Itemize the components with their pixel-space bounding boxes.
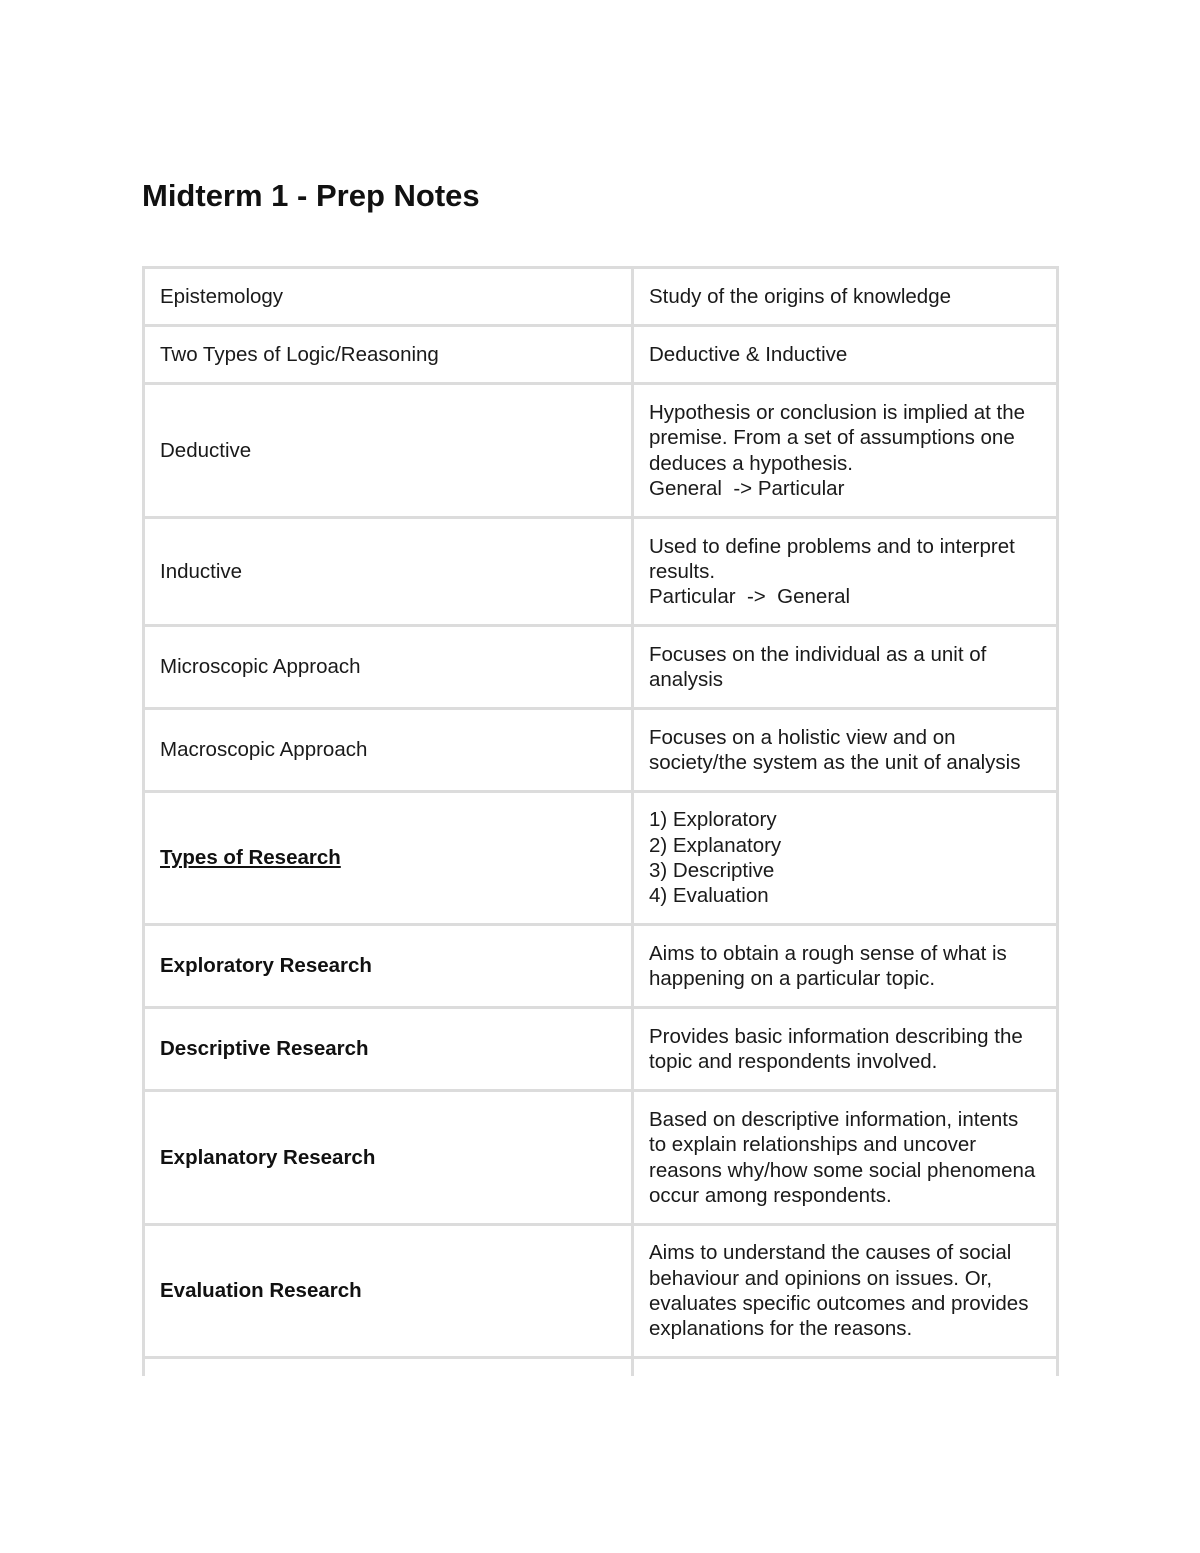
definition-line: analysis: [649, 668, 724, 691]
definition-line: topic and respondents involved.: [649, 1050, 938, 1073]
definition-cell: [633, 268, 1058, 326]
definition-cell: [633, 326, 1058, 384]
table-row: [144, 518, 1058, 626]
term-text: Types of Research: [160, 846, 341, 870]
term-text: Inductive: [160, 559, 243, 583]
definition-line: Aims to understand the causes of social: [649, 1241, 1012, 1265]
term-cell: [144, 1225, 633, 1358]
term-cell-empty: [144, 1358, 633, 1377]
definition-line: reasons why/how some social phenomena: [649, 1158, 1036, 1182]
term-text: Two Types of Logic/Reasoning: [160, 342, 439, 366]
term-cell: [144, 1008, 633, 1091]
term-text: Explanatory Research: [160, 1145, 376, 1169]
table-row: [144, 709, 1058, 792]
notes-table: [142, 266, 1059, 1376]
term-cell: [144, 626, 633, 709]
table-row: [144, 1225, 1058, 1358]
definition-line: evaluates specific outcomes and provides: [649, 1292, 1029, 1315]
definition-line: Provides basic information describing the: [649, 1024, 1023, 1048]
table-row: [144, 925, 1058, 1008]
definition-line: Focuses on a holistic view and on: [649, 725, 956, 749]
definition-cell: [633, 518, 1058, 626]
table-row: [144, 326, 1058, 384]
definition-line: Focuses on the individual as a unit of: [649, 642, 987, 666]
definition-line: Particular -> General: [649, 585, 851, 609]
definition-line: Aims to obtain a rough sense of what is: [649, 941, 1007, 965]
term-text: Macroscopic Approach: [160, 738, 368, 762]
definition-line: Hypothesis or conclusion is implied at the: [649, 400, 1026, 424]
definition-line: to explain relationships and uncover: [649, 1133, 977, 1157]
definition-line: Study of the origins of knowledge: [649, 284, 951, 308]
term-text: Evaluation Research: [160, 1279, 362, 1303]
term-text: Microscopic Approach: [160, 655, 361, 679]
definition-line: 4) Evaluation: [649, 884, 769, 908]
definition-cell: [633, 709, 1058, 792]
table-row: [144, 792, 1058, 925]
definition-line: 1) Exploratory: [649, 808, 777, 832]
table-row: [144, 1008, 1058, 1091]
table-row: [144, 268, 1058, 326]
definition-line: happening on a particular topic.: [649, 967, 936, 990]
definition-line: premise. From a set of assumptions one: [649, 426, 1015, 450]
definition-line: occur among respondents.: [649, 1183, 892, 1207]
term-cell: [144, 792, 633, 925]
page-title: Midterm 1 - Prep Notes: [142, 178, 480, 213]
definition-line: society/the system as the unit of analysis: [649, 751, 1021, 774]
definition-line: results.: [649, 559, 716, 583]
definition-line: 3) Descriptive: [649, 859, 775, 882]
term-text: Epistemology: [160, 284, 284, 308]
definition-line: explanations for the reasons.: [649, 1317, 913, 1341]
definition-line: deduces a hypothesis.: [649, 451, 853, 475]
definition-line: behaviour and opinions on issues. Or,: [649, 1266, 993, 1290]
definition-cell: [633, 925, 1058, 1008]
definition-cell: [633, 792, 1058, 925]
term-cell: [144, 925, 633, 1008]
table-row: [144, 384, 1058, 518]
definition-line: Deductive & Inductive: [649, 342, 848, 366]
term-cell: [144, 326, 633, 384]
definition-line: General -> Particular: [649, 476, 845, 500]
definition-cell-empty: [633, 1358, 1058, 1377]
term-text: Descriptive Research: [160, 1037, 369, 1061]
term-cell: [144, 709, 633, 792]
definition-line: Based on descriptive information, intents: [649, 1107, 1019, 1131]
table-row: [144, 1091, 1058, 1225]
definition-line: 2) Explanatory: [649, 833, 782, 857]
definition-cell: [633, 1225, 1058, 1358]
term-cell: [144, 1091, 633, 1225]
term-cell: [144, 268, 633, 326]
definition-cell: [633, 384, 1058, 518]
definition-cell: [633, 626, 1058, 709]
notes-table-container: [142, 266, 1059, 1376]
term-cell: [144, 384, 633, 518]
table-row-partial: [144, 1358, 1058, 1377]
definition-line: Used to define problems and to interpret: [649, 534, 1015, 558]
term-text: Deductive: [160, 438, 252, 462]
definition-cell: [633, 1091, 1058, 1225]
table-row: [144, 626, 1058, 709]
term-cell: [144, 518, 633, 626]
definition-cell: [633, 1008, 1058, 1091]
term-text: Exploratory Research: [160, 954, 372, 978]
